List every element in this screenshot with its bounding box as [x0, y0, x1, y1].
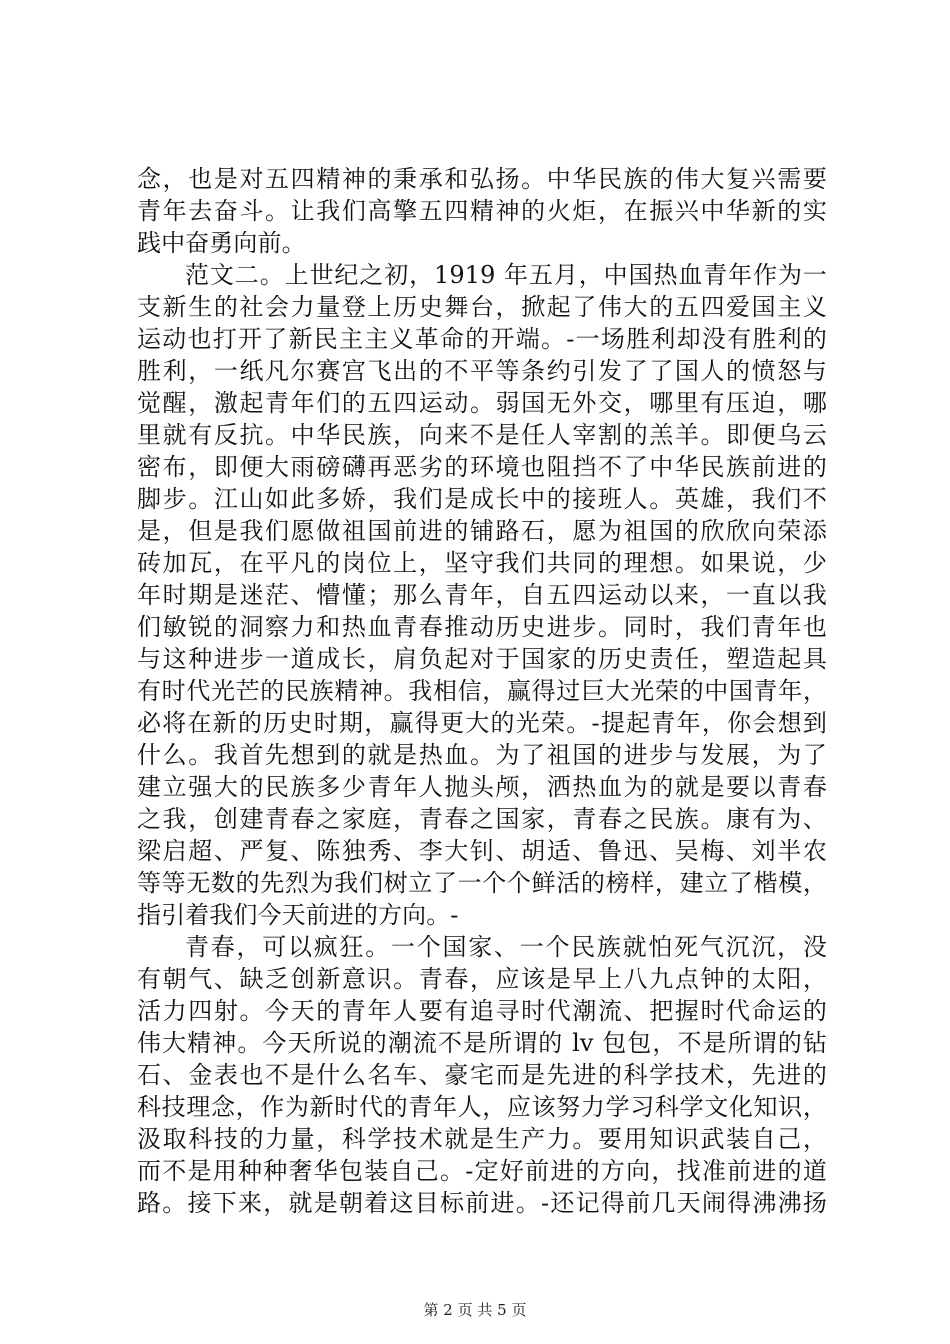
text-line: 建立强大的民族多少青年人抛头颅，洒热血为的就是要以青春 — [137, 773, 827, 801]
text-line: 胜利，一纸凡尔赛宫飞出的不平等条约引发了了国人的愤怒与 — [137, 357, 827, 385]
text-line: 路。接下来，就是朝着这目标前进。-还记得前几天闹得沸沸扬 — [137, 1189, 827, 1217]
text-line: 梁启超、严复、陈独秀、李大钊、胡适、鲁迅、吴梅、刘半农 — [137, 837, 827, 865]
text-line: 科技理念，作为新时代的青年人，应该努力学习科学文化知识， — [137, 1093, 827, 1121]
text-line: 而不是用种种奢华包装自己。-定好前进的方向，找准前进的道 — [137, 1157, 827, 1185]
text-line: 等等无数的先烈为我们树立了一个个鲜活的榜样，建立了楷模， — [137, 869, 827, 897]
text-line: 石、金表也不是什么名车、豪宅而是先进的科学技术，先进的 — [137, 1061, 827, 1089]
text-line: 与这种进步一道成长，肩负起对于国家的历史责任，塑造起具 — [137, 645, 827, 673]
text-line: 指引着我们今天前进的方向。- — [137, 901, 459, 929]
text-line: 什么。我首先想到的就是热血。为了祖国的进步与发展，为了 — [137, 741, 827, 769]
text-line: 青春，可以疯狂。一个国家、一个民族就怕死气沉沉，没 — [185, 933, 827, 961]
body-text — [137, 163, 827, 1219]
text-line: 砖加瓦，在平凡的岗位上，坚守我们共同的理想。如果说，少 — [137, 549, 827, 577]
text-line: 觉醒，激起青年们的五四运动。弱国无外交，哪里有压迫，哪 — [137, 389, 827, 417]
text-line: 念，也是对五四精神的秉承和弘扬。中华民族的伟大复兴需要 — [137, 165, 827, 193]
text-line: 年时期是迷茫、懵懂；那么青年，自五四运动以来，一直以我 — [137, 581, 827, 609]
text-line: 密布，即便大雨磅礴再恶劣的环境也阻挡不了中华民族前进的 — [137, 453, 827, 481]
text-line: 是，但是我们愿做祖国前进的铺路石，愿为祖国的欣欣向荣添 — [137, 517, 827, 545]
text-line: 践中奋勇向前。 — [137, 229, 306, 257]
text-line: 青年去奋斗。让我们高擎五四精神的火炬，在振兴中华新的实 — [137, 197, 827, 225]
text-line: 有朝气、缺乏创新意识。青春，应该是早上八九点钟的太阳， — [137, 965, 827, 993]
text-line: 之我，创建青春之家庭，青春之国家，青春之民族。康有为、 — [137, 805, 827, 833]
text-line: 们敏锐的洞察力和热血青春推动历史进步。同时，我们青年也 — [137, 613, 827, 641]
page-footer: 第 2 页 共 5 页 — [423, 1301, 527, 1319]
text-line: 里就有反抗。中华民族，向来不是任人宰割的羔羊。即便乌云 — [137, 421, 827, 449]
text-line: 支新生的社会力量登上历史舞台，掀起了伟大的五四爱国主义 — [137, 293, 827, 321]
text-line: 运动也打开了新民主主义革命的开端。-一场胜利却没有胜利的 — [137, 325, 827, 353]
text-line: 有时代光芒的民族精神。我相信，赢得过巨大光荣的中国青年， — [137, 677, 827, 705]
text-line: 活力四射。今天的青年人要有追寻时代潮流、把握时代命运的 — [137, 997, 827, 1025]
text-line: 范文二。上世纪之初，1919 年五月，中国热血青年作为一 — [185, 261, 827, 289]
text-line: 脚步。江山如此多娇，我们是成长中的接班人。英雄，我们不 — [137, 485, 827, 513]
text-line: 伟大精神。今天所说的潮流不是所谓的 lv 包包，不是所谓的钻 — [137, 1029, 827, 1057]
text-line: 汲取科技的力量，科学技术就是生产力。要用知识武装自己， — [137, 1125, 827, 1153]
text-line: 必将在新的历史时期，赢得更大的光荣。-提起青年，你会想到 — [137, 709, 827, 737]
